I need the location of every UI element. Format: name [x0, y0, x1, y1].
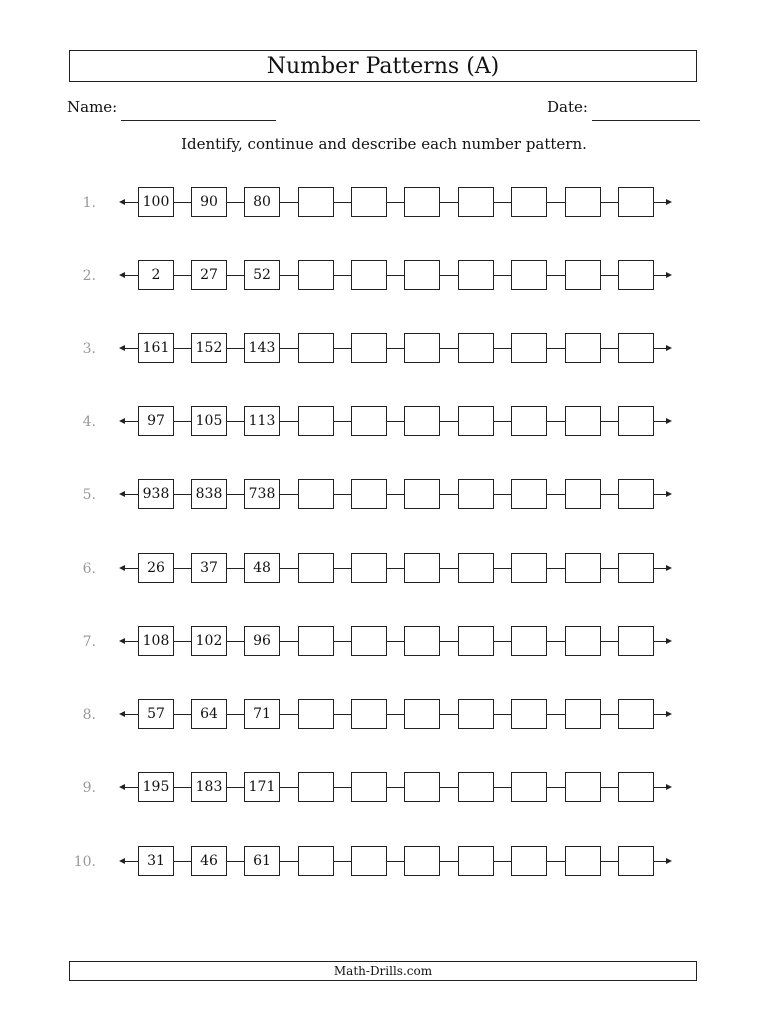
- problem-number: 4.: [82, 414, 96, 430]
- answer-box[interactable]: [351, 187, 387, 217]
- problem-row: [0, 698, 768, 732]
- answer-box[interactable]: [298, 333, 334, 363]
- problem-number: 10.: [73, 854, 96, 870]
- given-term-box: 26: [138, 553, 174, 583]
- answer-box[interactable]: [298, 479, 334, 509]
- arrow-left-icon: [119, 199, 125, 205]
- arrow-right-icon: [666, 272, 672, 278]
- problem-row: [0, 771, 768, 805]
- problem-number: 8.: [82, 707, 96, 723]
- arrow-left-icon: [119, 638, 125, 644]
- arrow-left-icon: [119, 272, 125, 278]
- answer-box[interactable]: [351, 553, 387, 583]
- given-term-box: 48: [244, 553, 280, 583]
- given-term-box: 90: [191, 187, 227, 217]
- answer-box[interactable]: [511, 772, 547, 802]
- problem-row: [0, 332, 768, 366]
- given-term-box: 2: [138, 260, 174, 290]
- answer-box[interactable]: [511, 553, 547, 583]
- arrow-right-icon: [666, 345, 672, 351]
- answer-box[interactable]: [404, 772, 440, 802]
- problem-number: 6.: [82, 561, 96, 577]
- arrow-right-icon: [666, 638, 672, 644]
- given-term-box: 64: [191, 699, 227, 729]
- answer-box[interactable]: [298, 772, 334, 802]
- answer-box[interactable]: [404, 846, 440, 876]
- answer-box[interactable]: [565, 626, 601, 656]
- answer-box[interactable]: [351, 772, 387, 802]
- problem-number: 9.: [82, 780, 96, 796]
- name-label: Name:: [67, 98, 118, 116]
- answer-box[interactable]: [618, 846, 654, 876]
- answer-box[interactable]: [458, 626, 494, 656]
- given-term-box: 105: [191, 406, 227, 436]
- instructions: Identify, continue and describe each number pattern.: [181, 135, 587, 153]
- arrow-right-icon: [666, 491, 672, 497]
- footer-credit: Math-Drills.com: [69, 961, 697, 981]
- answer-box[interactable]: [458, 699, 494, 729]
- answer-box[interactable]: [565, 553, 601, 583]
- problem-row: [0, 186, 768, 220]
- answer-box[interactable]: [458, 553, 494, 583]
- problem-number: 5.: [82, 487, 96, 503]
- answer-box[interactable]: [458, 406, 494, 436]
- given-term-box: 108: [138, 626, 174, 656]
- given-term-box: 183: [191, 772, 227, 802]
- problem-number: 3.: [82, 341, 96, 357]
- answer-box[interactable]: [298, 699, 334, 729]
- arrow-left-icon: [119, 345, 125, 351]
- answer-box[interactable]: [618, 772, 654, 802]
- date-label: Date:: [547, 98, 588, 116]
- name-field-line[interactable]: [121, 120, 276, 121]
- answer-box[interactable]: [565, 406, 601, 436]
- answer-box[interactable]: [618, 333, 654, 363]
- worksheet-title: Number Patterns (A): [69, 50, 697, 82]
- given-term-box: 57: [138, 699, 174, 729]
- answer-box[interactable]: [565, 260, 601, 290]
- arrow-left-icon: [119, 418, 125, 424]
- arrow-right-icon: [666, 711, 672, 717]
- answer-box[interactable]: [404, 333, 440, 363]
- arrow-left-icon: [119, 565, 125, 571]
- answer-box[interactable]: [565, 479, 601, 509]
- answer-box[interactable]: [298, 260, 334, 290]
- arrow-right-icon: [666, 199, 672, 205]
- answer-box[interactable]: [618, 187, 654, 217]
- answer-box[interactable]: [298, 553, 334, 583]
- answer-box[interactable]: [458, 846, 494, 876]
- answer-box[interactable]: [618, 479, 654, 509]
- problem-row: [0, 478, 768, 512]
- answer-box[interactable]: [458, 772, 494, 802]
- answer-box[interactable]: [404, 406, 440, 436]
- arrow-left-icon: [119, 858, 125, 864]
- answer-box[interactable]: [404, 699, 440, 729]
- answer-box[interactable]: [351, 699, 387, 729]
- answer-box[interactable]: [511, 626, 547, 656]
- answer-box[interactable]: [618, 553, 654, 583]
- arrow-right-icon: [666, 784, 672, 790]
- given-term-box: 80: [244, 187, 280, 217]
- given-term-box: 27: [191, 260, 227, 290]
- given-term-box: 195: [138, 772, 174, 802]
- given-term-box: 61: [244, 846, 280, 876]
- arrow-right-icon: [666, 565, 672, 571]
- given-term-box: 152: [191, 333, 227, 363]
- given-term-box: 52: [244, 260, 280, 290]
- answer-box[interactable]: [511, 333, 547, 363]
- arrow-left-icon: [119, 711, 125, 717]
- answer-box[interactable]: [565, 333, 601, 363]
- date-field-line[interactable]: [592, 120, 700, 121]
- answer-box[interactable]: [618, 626, 654, 656]
- answer-box[interactable]: [458, 260, 494, 290]
- arrow-left-icon: [119, 491, 125, 497]
- answer-box[interactable]: [618, 260, 654, 290]
- given-term-box: 96: [244, 626, 280, 656]
- answer-box[interactable]: [511, 260, 547, 290]
- given-term-box: 938: [138, 479, 174, 509]
- given-term-box: 97: [138, 406, 174, 436]
- given-term-box: 838: [191, 479, 227, 509]
- given-term-box: 738: [244, 479, 280, 509]
- given-term-box: 37: [191, 553, 227, 583]
- problem-number: 2.: [82, 268, 96, 284]
- given-term-box: 171: [244, 772, 280, 802]
- answer-box[interactable]: [298, 406, 334, 436]
- answer-box[interactable]: [351, 479, 387, 509]
- answer-box[interactable]: [511, 479, 547, 509]
- given-term-box: 102: [191, 626, 227, 656]
- answer-box[interactable]: [618, 699, 654, 729]
- answer-box[interactable]: [298, 187, 334, 217]
- given-term-box: 161: [138, 333, 174, 363]
- answer-box[interactable]: [458, 333, 494, 363]
- given-term-box: 143: [244, 333, 280, 363]
- arrow-right-icon: [666, 418, 672, 424]
- given-term-box: 113: [244, 406, 280, 436]
- answer-box[interactable]: [351, 333, 387, 363]
- answer-box[interactable]: [511, 406, 547, 436]
- answer-box[interactable]: [458, 187, 494, 217]
- problem-number: 7.: [82, 634, 96, 650]
- given-term-box: 31: [138, 846, 174, 876]
- answer-box[interactable]: [298, 846, 334, 876]
- answer-box[interactable]: [351, 260, 387, 290]
- given-term-box: 71: [244, 699, 280, 729]
- answer-box[interactable]: [351, 846, 387, 876]
- problem-row: [0, 625, 768, 659]
- arrow-right-icon: [666, 858, 672, 864]
- answer-box[interactable]: [511, 699, 547, 729]
- answer-box[interactable]: [404, 187, 440, 217]
- answer-box[interactable]: [565, 699, 601, 729]
- answer-box[interactable]: [404, 479, 440, 509]
- answer-box[interactable]: [511, 846, 547, 876]
- answer-box[interactable]: [298, 626, 334, 656]
- answer-box[interactable]: [404, 260, 440, 290]
- arrow-left-icon: [119, 784, 125, 790]
- problem-number: 1.: [82, 195, 96, 211]
- answer-box[interactable]: [351, 626, 387, 656]
- given-term-box: 46: [191, 846, 227, 876]
- answer-box[interactable]: [565, 846, 601, 876]
- answer-box[interactable]: [511, 187, 547, 217]
- answer-box[interactable]: [404, 553, 440, 583]
- answer-box[interactable]: [565, 187, 601, 217]
- given-term-box: 100: [138, 187, 174, 217]
- answer-box[interactable]: [404, 626, 440, 656]
- answer-box[interactable]: [351, 406, 387, 436]
- problem-row: [0, 845, 768, 879]
- problem-row: [0, 552, 768, 586]
- answer-box[interactable]: [565, 772, 601, 802]
- problem-row: [0, 259, 768, 293]
- answer-box[interactable]: [458, 479, 494, 509]
- answer-box[interactable]: [618, 406, 654, 436]
- problem-row: [0, 405, 768, 439]
